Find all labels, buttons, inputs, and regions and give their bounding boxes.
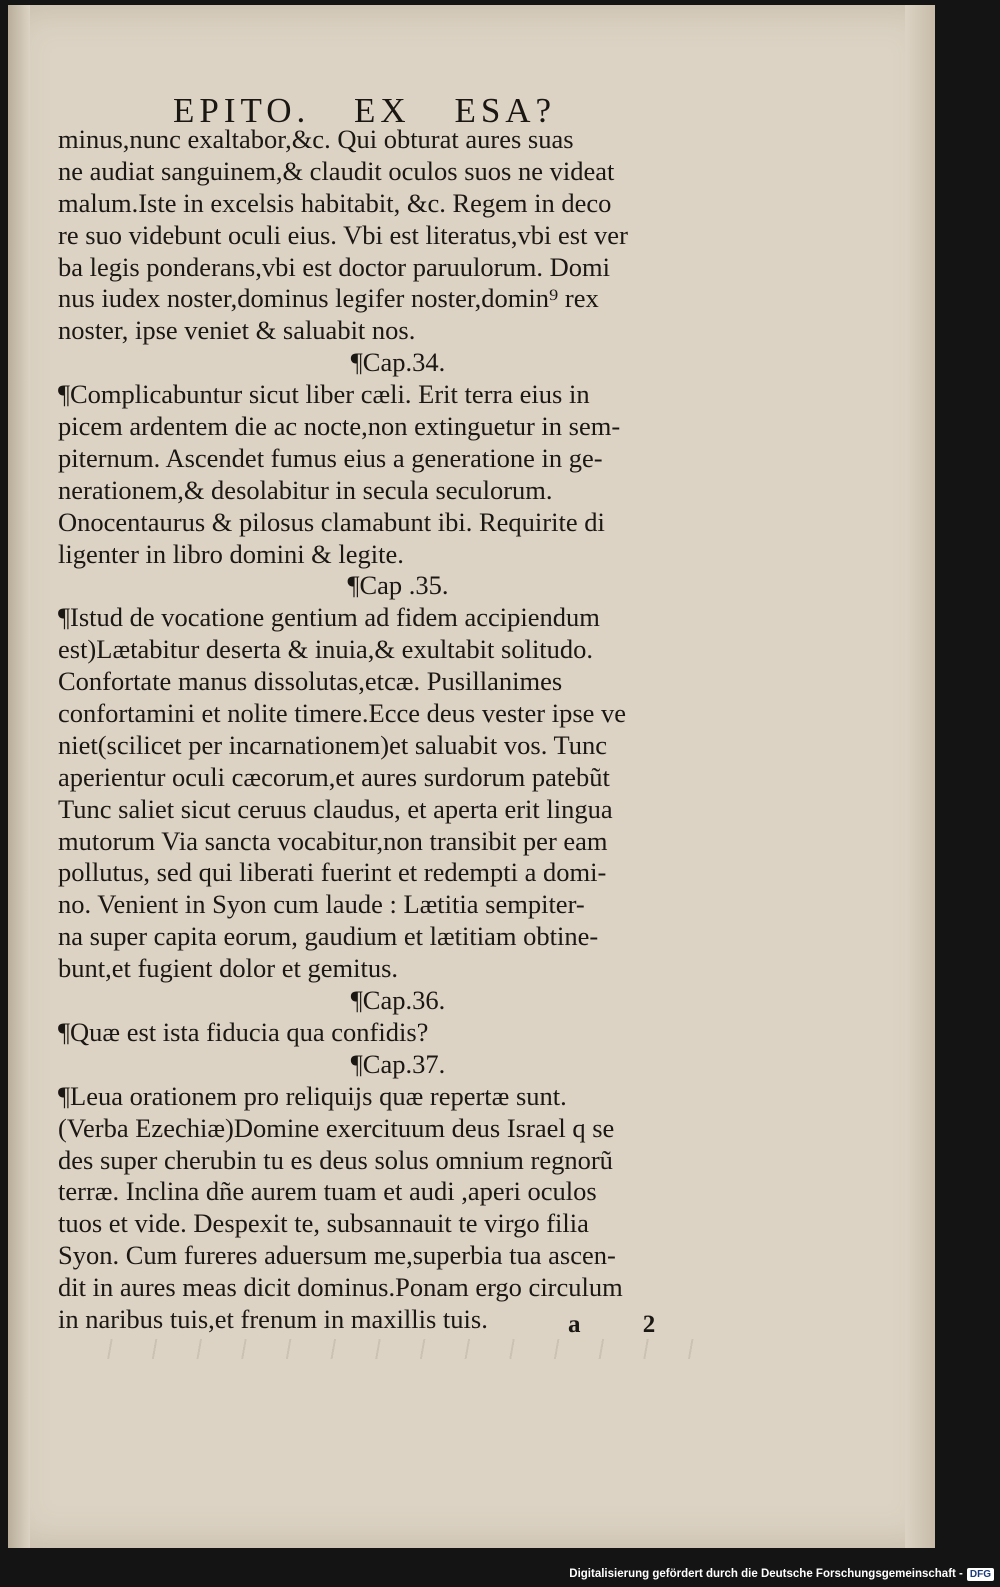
text-line: ¶Quæ est ista fiducia qua confidis? bbox=[58, 1016, 429, 1047]
faint-ruling-marks bbox=[68, 1339, 708, 1359]
text-line: mutorum Via sancta vocabitur,non transibit per eam bbox=[58, 825, 608, 856]
text-line: noster, ipse veniet & saluabit nos. bbox=[58, 315, 416, 346]
page-spine-shadow bbox=[8, 5, 30, 1548]
text-line: ¶Leua orationem pro reliquijs quæ repertæ sunt. bbox=[58, 1080, 567, 1111]
chapter-heading: ¶Cap.37. bbox=[350, 1048, 446, 1079]
text-line: ligenter in libro domini & legite. bbox=[58, 538, 404, 569]
text-line: ne audiat sanguinem,& claudit oculos suos ne videat bbox=[58, 155, 615, 186]
credit-text: Digitalisierung gefördert durch die Deutsche Forschungsgemeinschaft - bbox=[569, 1568, 963, 1580]
text-line: ba legis ponderans,vbi est doctor paruulorum. Domi bbox=[58, 251, 610, 282]
text-line: des super cherubin tu es deus solus omnium regnorũ bbox=[58, 1144, 613, 1175]
text-line: no. Venient in Syon cum laude : Lætitia sempiter- bbox=[58, 889, 585, 920]
text-line: aperientur oculi cæcorum,et aures surdorum patebũt bbox=[58, 761, 610, 792]
text-line: na super capita eorum, gaudium et lætitiam obtine- bbox=[58, 921, 599, 952]
text-line: Syon. Cum fureres aduersum me,superbia tua ascen- bbox=[58, 1240, 616, 1271]
text-line: ¶Complicabuntur sicut liber cæli. Erit terra eius in bbox=[58, 379, 590, 410]
text-line: ¶Istud de vocatione gentium ad fidem accipiendum bbox=[58, 602, 600, 633]
text-line: est)Lætabitur deserta & inuia,& exultabit solitudo. bbox=[58, 634, 594, 665]
chapter-heading: ¶Cap.34. bbox=[350, 347, 446, 378]
text-line: picem ardentem die ac nocte,non extinguetur in sem- bbox=[58, 411, 621, 442]
body-text bbox=[58, 124, 738, 1336]
text-line: Tunc saliet sicut ceruus claudus, et aperta erit lingua bbox=[58, 793, 613, 824]
running-head-part: EPITO. bbox=[173, 91, 311, 130]
book-page bbox=[8, 5, 935, 1548]
text-line: bunt,et fugient dolor et gemitus. bbox=[58, 953, 399, 984]
text-line: niet(scilicet per incarnationem)et saluabit vos. Tunc bbox=[58, 729, 607, 760]
text-line: Onocentaurus & pilosus clamabunt ibi. Requirite di bbox=[58, 506, 605, 537]
text-line: malum.Iste in excelsis habitabit, &c. Regem in deco bbox=[58, 187, 612, 218]
chapter-heading: ¶Cap .35. bbox=[347, 570, 449, 601]
page-edge-shadow bbox=[905, 5, 935, 1548]
running-head-part: EX bbox=[354, 91, 411, 130]
text-line: dit in aures meas dicit dominus.Ponam ergo circulum bbox=[58, 1272, 623, 1303]
running-head-part: ESA? bbox=[454, 91, 557, 130]
text-line: re suo videbunt oculi eius. Vbi est literatus,vbi est ver bbox=[58, 219, 628, 250]
text-line: Confortate manus dissolutas,etcæ. Pusillanimes bbox=[58, 666, 563, 697]
chapter-heading: ¶Cap.36. bbox=[350, 985, 446, 1016]
text-line: nerationem,& desolabitur in secula seculorum. bbox=[58, 474, 553, 505]
dfg-logo: DFG bbox=[967, 1568, 994, 1581]
text-line: terræ. Inclina dñe aurem tuam et audi ,aperi oculos bbox=[58, 1176, 597, 1207]
text-line: pollutus, sed qui liberati fuerint et redempti a domi- bbox=[58, 857, 607, 888]
text-line: minus,nunc exaltabor,&c. Qui obturat aures suas bbox=[58, 124, 574, 154]
text-line: nus iudex noster,dominus legifer noster,domin⁹ rex bbox=[58, 283, 599, 314]
text-line: piternum. Ascendet fumus eius a generatione in ge- bbox=[58, 442, 603, 473]
digitization-credit bbox=[569, 1563, 994, 1585]
text-line: (Verba Ezechiæ)Domine exercituum deus Israel q se bbox=[58, 1112, 615, 1143]
text-line: confortamini et nolite timere.Ecce deus vester ipse ve bbox=[58, 698, 627, 729]
signature-mark: a 2 bbox=[568, 1311, 684, 1338]
text-line: tuos et vide. Despexit te, subsannauit te virgo filia bbox=[58, 1208, 589, 1239]
text-line: in naribus tuis,et frenum in maxillis tuis. bbox=[58, 1303, 488, 1334]
